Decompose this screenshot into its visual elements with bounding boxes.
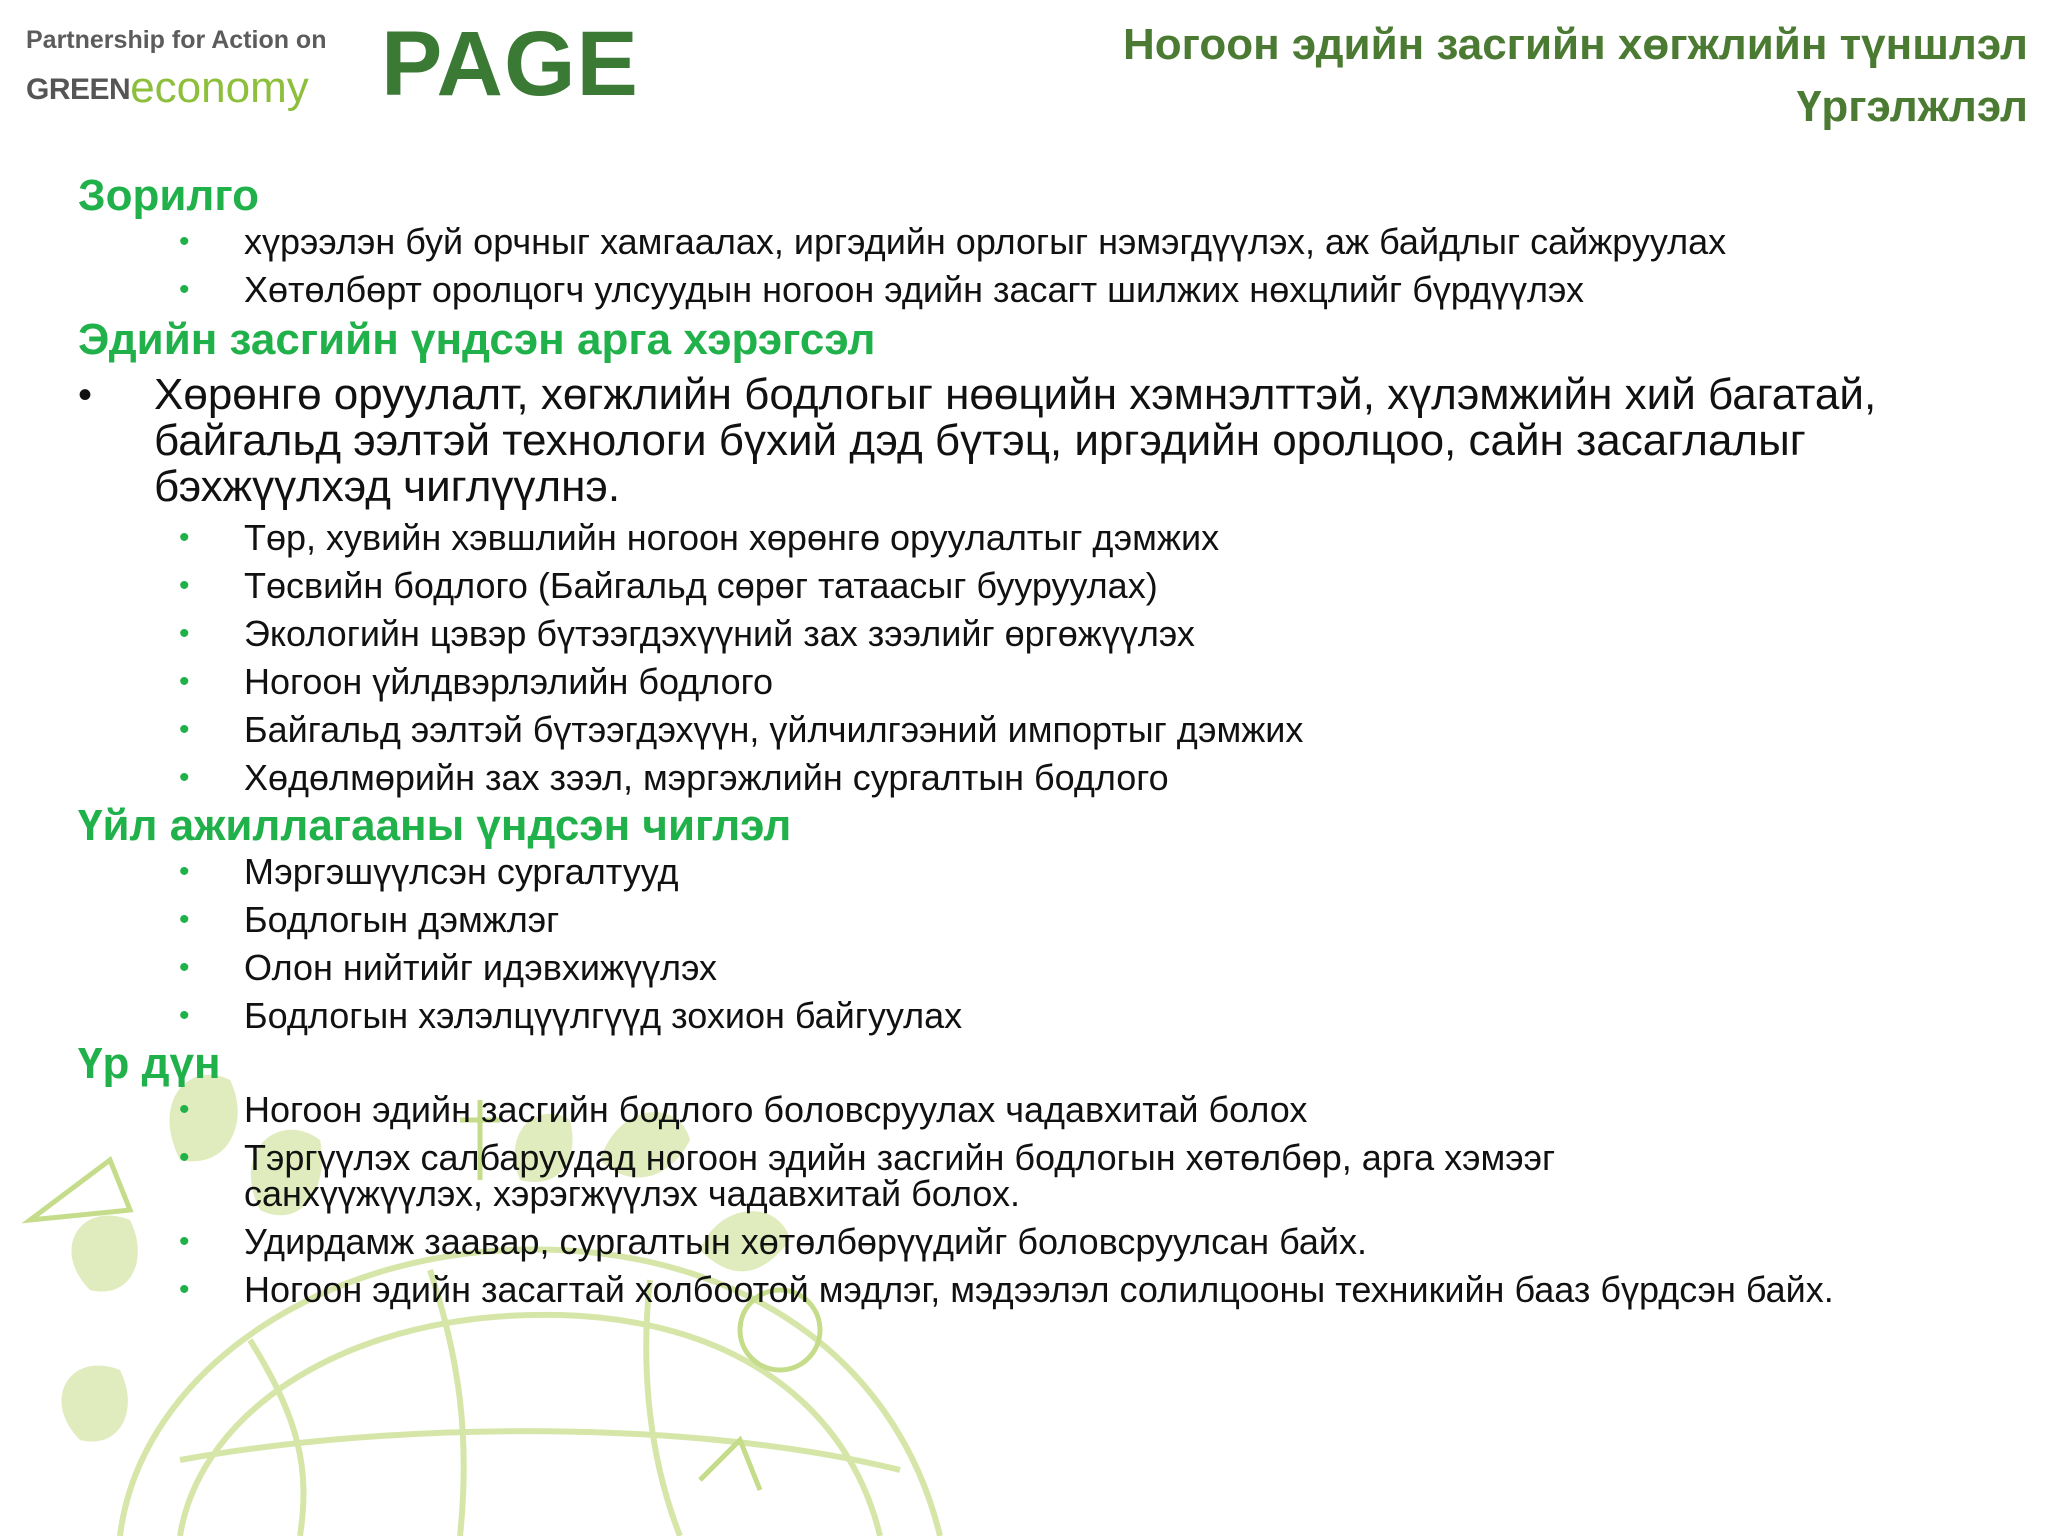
bullet-icon: • — [179, 855, 190, 888]
logo-economy-text: economy — [130, 63, 309, 112]
bullet-icon: • — [179, 1225, 190, 1258]
bullet-icon: • — [179, 713, 190, 746]
section-goal — [78, 172, 1978, 308]
list-item: • Ногоон үйлдвэрлэлийн бодлого — [179, 661, 774, 702]
list-item: • Ногоон эдийн засгийн бодлого боловсруулах чадавхитай болох — [179, 1089, 1308, 1130]
list-item: • Хөтөлбөрт оролцогч улсуудын ногоон эдийн засагт шилжих нөхцлийг бүрдүүлэх — [179, 269, 1584, 310]
section-heading: Үр дүн — [78, 1039, 221, 1088]
logo-green-economy — [26, 60, 309, 110]
bullet-icon: • — [179, 225, 190, 258]
bullet-icon: • — [179, 1273, 190, 1306]
bullet-icon: • — [179, 761, 190, 794]
logo-green-text: GREEN — [26, 73, 131, 106]
bullet-icon: • — [179, 521, 190, 554]
bullet-icon: • — [179, 999, 190, 1032]
list-item: • Төр, хувийн хэвшлийн ногоон хөрөнгө оруулалтыг дэмжих — [179, 517, 1220, 558]
list-item: • Хөдөлмөрийн зах зээл, мэргэжлийн сургалтын бодлого — [179, 757, 1169, 798]
bullet-icon: • — [179, 617, 190, 650]
bullet-icon: • — [179, 951, 190, 984]
slide-title-line1: Ногоон эдийн засгийн хөгжлийн түншлэл — [1122, 20, 2028, 69]
goal-list — [78, 221, 1978, 310]
section-tools — [78, 316, 1978, 796]
section-activities — [78, 802, 1978, 1034]
slide-title — [1123, 14, 2028, 138]
list-item: • Олон нийтийг идэвхижүүлэх — [179, 947, 718, 988]
section-heading: Зорилго — [78, 171, 259, 220]
bullet-icon: • — [179, 273, 190, 306]
list-item: • Хөрөнгө оруулалт, хөгжлийн бодлогыг нөөцийн хэмнэлттэй, хүлэмжийн хий багатай, байгальд ээлтэй технологи бүхий дэд бүтэц, иргэдийн оролцоо, сайн засаглалыг бэхжүүлхэд чиглүүлнэ. — [78, 370, 1877, 511]
section-heading: Үйл ажиллагааны үндсэн чиглэл — [78, 801, 792, 850]
list-item: • Байгальд ээлтэй бүтээгдэхүүн, үйлчилгээний импортыг дэмжих — [179, 709, 1304, 750]
list-item: • Ногоон эдийн засагтай холбоотой мэдлэг, мэдээлэл солилцооны техникийн бааз бүрдсэн байх. — [179, 1269, 1834, 1310]
slide-title-line2: Үргэлжлэл — [1796, 82, 2028, 131]
tools-main-list — [78, 372, 1978, 510]
list-item: • Экологийн цэвэр бүтээгдэхүүний зах зээлийг өргөжүүлэх — [179, 613, 1195, 654]
list-item: • хүрээлэн буй орчныг хамгаалах, иргэдийн орлогыг нэмэгдүүлэх, аж байдлыг сайжруулах — [179, 221, 1727, 262]
results-list — [78, 1089, 1978, 1310]
list-item: • Бодлогын дэмжлэг — [179, 899, 560, 940]
bullet-icon: • — [179, 665, 190, 698]
slide-content — [78, 172, 1978, 1308]
bullet-icon: • — [179, 1141, 190, 1174]
list-item: • Төсвийн бодлого (Байгальд сөрөг татаасыг бууруулах) — [179, 565, 1158, 606]
section-results — [78, 1040, 1978, 1308]
list-item: • Тэргүүлэх салбаруудад ногоон эдийн засгийн бодлогын хөтөлбөр, арга хэмээг санхүүжүүлэх, хэрэгжүүлэх чадавхитай болох. — [179, 1137, 1556, 1214]
bullet-icon: • — [179, 1093, 190, 1126]
logo-tagline: Partnership for Action on — [26, 26, 327, 54]
list-item: • Бодлогын хэлэлцүүлгүүд зохион байгуулах — [179, 995, 963, 1036]
list-item: • Удирдамж заавар, сургалтын хөтөлбөрүүдийг боловсруулсан байх. — [179, 1221, 1367, 1262]
tools-list — [78, 517, 1978, 798]
activities-list — [78, 851, 1978, 1036]
bullet-icon: • — [78, 373, 93, 417]
bullet-icon: • — [179, 569, 190, 602]
logo-page-text: PAGE — [381, 13, 639, 115]
bullet-icon: • — [179, 903, 190, 936]
list-item: • Мэргэшүүлсэн сургалтууд — [179, 851, 679, 892]
section-heading: Эдийн засгийн үндсэн арга хэрэгсэл — [78, 315, 876, 364]
